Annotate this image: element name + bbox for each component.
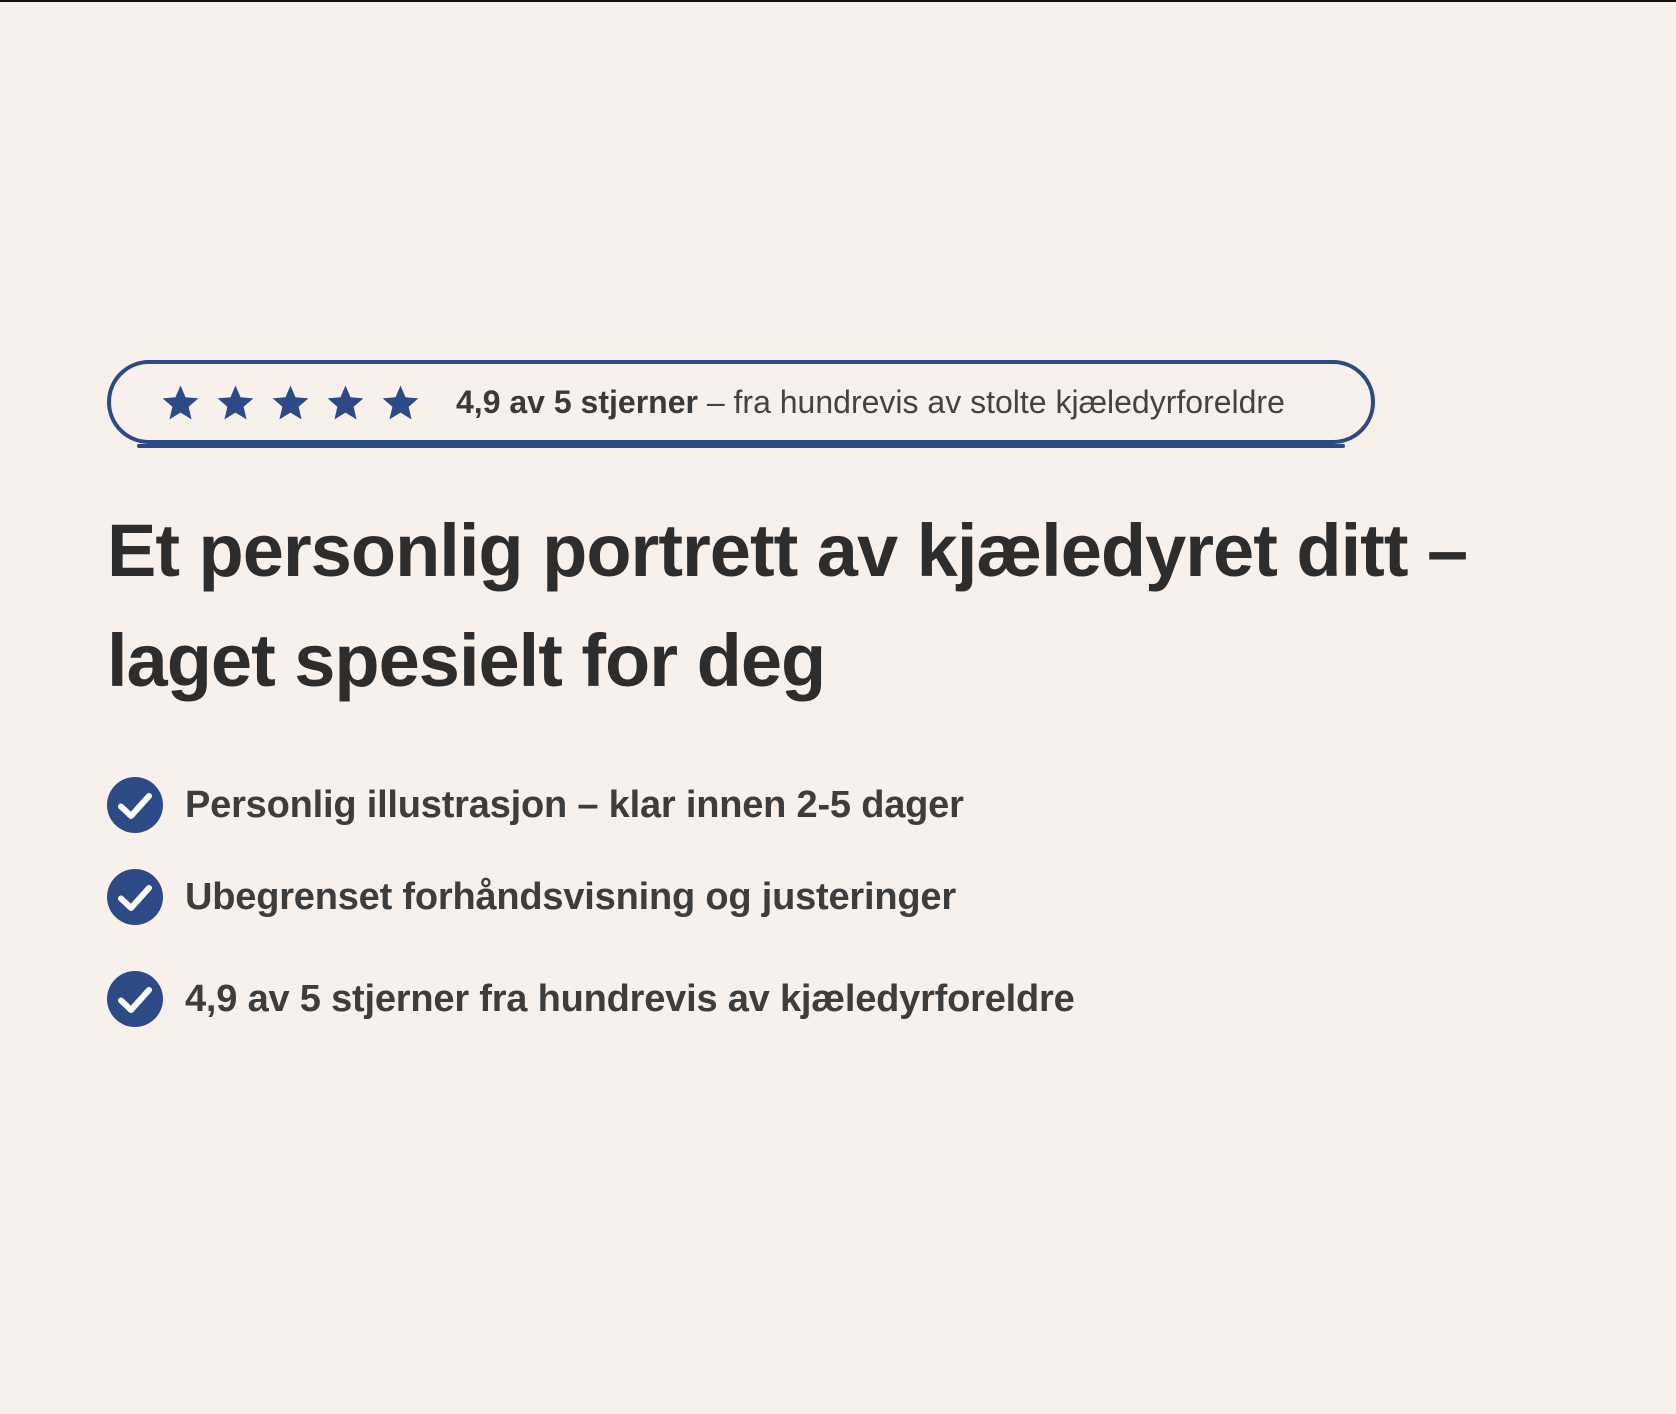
check-circle-icon [107,971,163,1027]
check-circle-icon [107,869,163,925]
benefit-item [107,868,1587,926]
rating-score: 4,9 av 5 stjerner [456,384,698,420]
benefit-label: 4,9 av 5 stjerner fra hundrevis av kjæledyrforeldre [185,977,1075,1020]
hero-section [107,360,1587,1028]
benefit-label: Ubegrenset forhåndsvisning og justeringer [185,875,956,918]
top-border-line [0,0,1676,2]
page-title [107,496,1577,716]
check-circle-icon [107,777,163,833]
rating-badge [107,360,1375,444]
rating-source: – fra hundrevis av stolte kjæledyrforeldre [697,384,1285,420]
star-rating [161,383,420,422]
benefit-item [107,970,1587,1028]
rating-summary [456,386,1285,418]
star-icon [326,383,365,422]
page-title-line-2: laget spesielt for deg [107,619,826,702]
page-title-line-1: Et personlig portrett av kjæledyret ditt – [107,509,1468,592]
star-icon [161,383,200,422]
benefit-label: Personlig illustrasjon – klar innen 2-5 dager [185,783,964,826]
star-icon [381,383,420,422]
star-icon [216,383,255,422]
benefit-list [107,776,1587,1028]
benefit-item [107,776,1587,834]
star-icon [271,383,310,422]
